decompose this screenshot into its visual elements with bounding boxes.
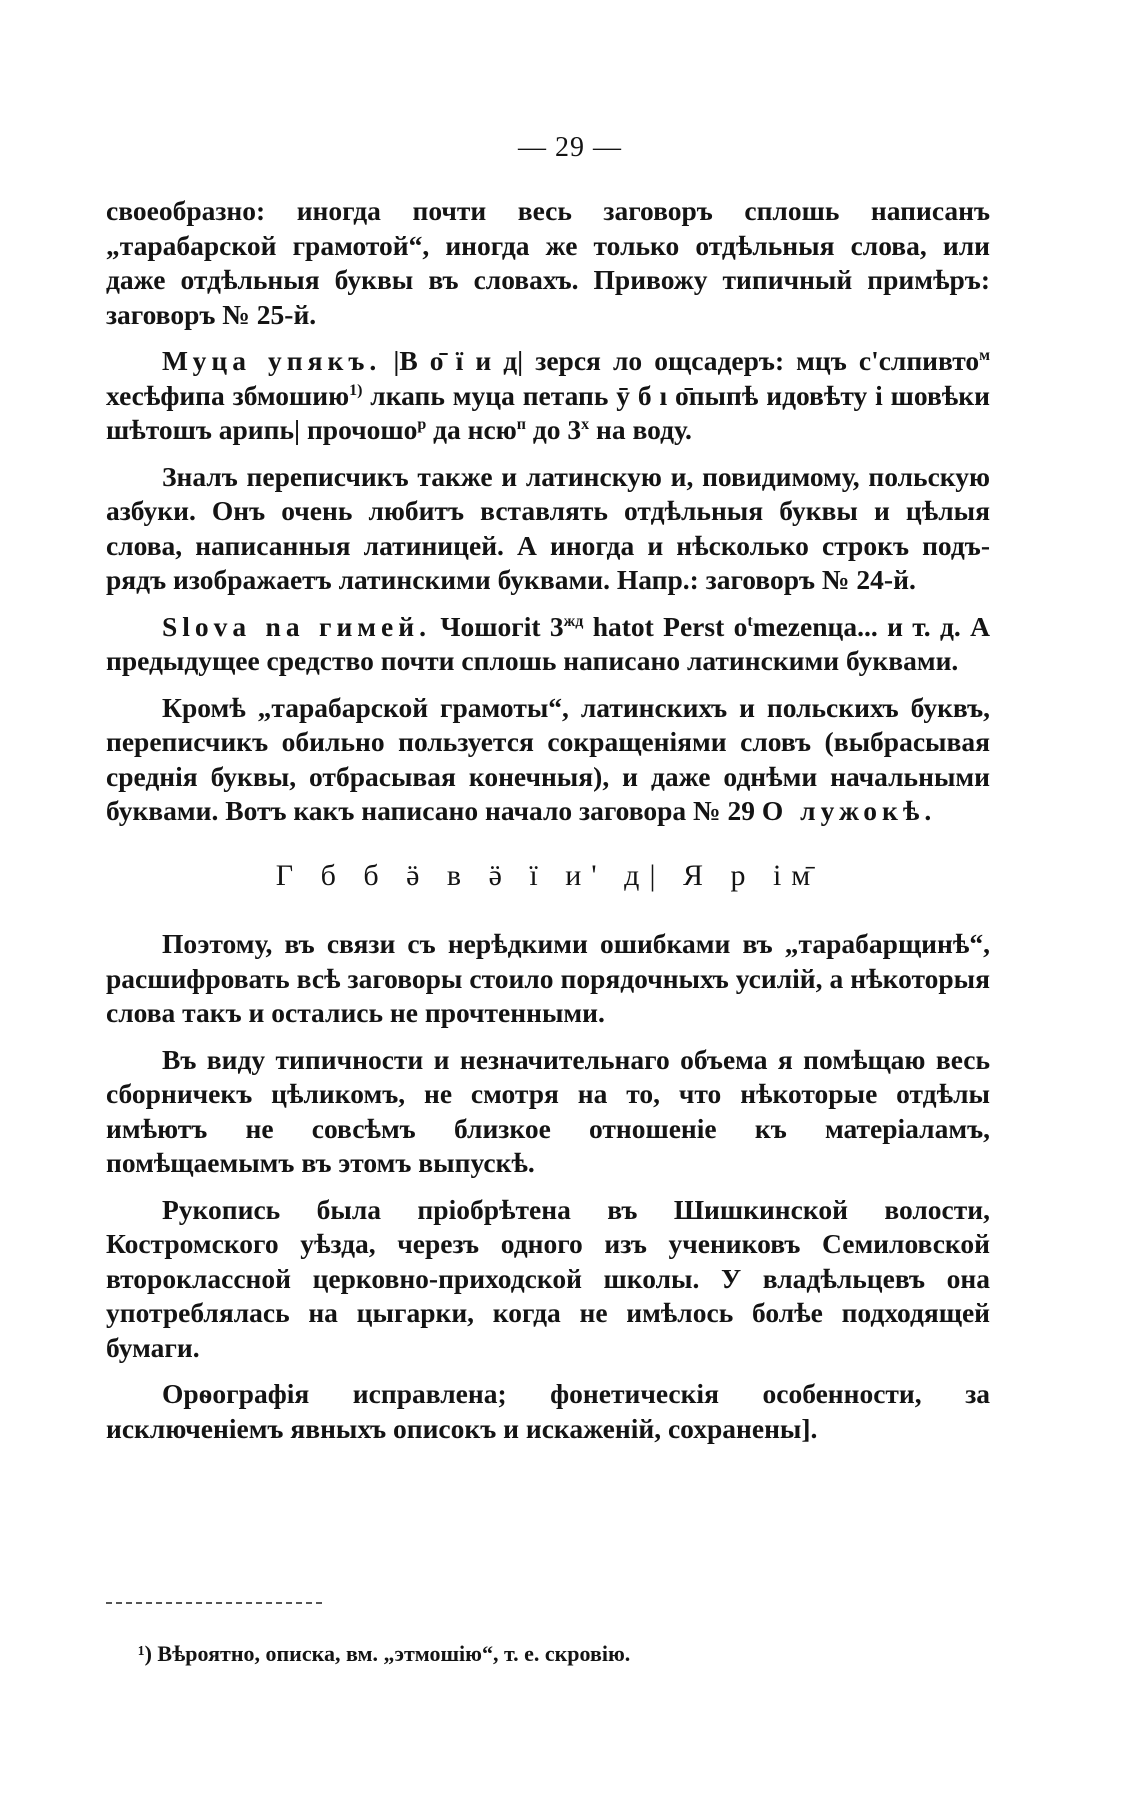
paragraph: Орѳографія исправлена; фонетическія особенности, за исключеніемъ явныхъ описокъ и искаженій, сохранены].	[106, 1378, 990, 1444]
paragraph: Кромѣ „тарабарской грамоты“, латинскихъ и польскихъ буквъ, переписчикъ обильно пользуется сокращеніями словъ (выбрасывая среднія буквы, отбрасывая конечныя), и даже однѣми начальными буквами. Вотъ какъ написано начало заговора № 29 О лужокѣ.	[106, 691, 990, 826]
page-number: — 29 —	[518, 132, 622, 163]
sample-conjuration-24: Slova na гимей. Чошогit $3^{жд}$ hatot Perst $o^tmezenцa$... и т. д. А предыдущее средство почти сплошь написано латинскими буквами.	[106, 610, 990, 676]
paragraph: Въ виду типичности и незначительнаго объема я помѣщаю весь сборничекъ цѣликомъ, не смотря на то, что нѣкоторые отдѣлы имѣютъ не совсѣмъ близкое отношеніе къ матеріаламъ, помѣщаемымъ въ этомъ выпускѣ.	[106, 1043, 990, 1178]
sample-title: Slova na гимей.	[162, 610, 431, 642]
footnote: ¹) Вѣроятно, описка, вм. „этмошію“, т. е. скровію.	[138, 1641, 631, 1666]
paragraph: Поэтому, въ связи съ нерѣдкими ошибками въ „тарабарщинѣ“, расшифровать всѣ заговоры стоило порядочныхъ усилій, а нѣкоторыя слова такъ и остались не прочтенными.	[106, 928, 990, 1028]
text-column	[106, 194, 990, 1458]
paragraph: Зналъ переписчикъ также и латинскую и, повидимому, польскую азбуки. Онъ очень любитъ вставлять отдѣльныя буквы и цѣлыя слова, написанныя латиницей. А иногда и нѣсколько строкъ подъ-рядъ изображаетъ латинскими буквами. Напр.: заговоръ № 24-й.	[106, 460, 990, 595]
abbreviated-formula: Г б б ӛ в ӛ ї и' д| Я р ім̄	[275, 858, 821, 892]
paragraph: Рукопись была пріобрѣтена въ Шишкинской волости, Костромского уѣзда, черезъ одного изъ учениковъ Семиловской второклассной церковно-приходской школы. У владѣльцевъ она употреблялась на цыгарки, когда не имѣлось болѣе подходящей бумаги.	[106, 1193, 990, 1363]
conjuration-title: О лужокѣ.	[761, 795, 937, 826]
footnote-reference: 1)	[349, 381, 363, 399]
sample-conjuration-25: Муца упякъ. |В о̄ ї и д| зерся ло ощсадеръ: мцъ с'слпивто$^м$ хесѣфипа збмошию$^{1)}$ лкапь муца петапь ӯ б ı о̄пыпѣ идовѣту і шовѣки шѣтошъ арипь| прочошо$^р$ да нсю$^п$ до $3^х$ на воду.	[106, 345, 990, 445]
footnote-divider	[106, 1602, 322, 1604]
sample-title: Муца упякъ.	[162, 345, 382, 376]
paragraph: своеобразно: иногда почти весь заговоръ сплошь написанъ „тарабарской грамотой“, иногда же только отдѣльныя слова, или даже отдѣльныя буквы въ словахъ. Привожу типичный примѣръ: заговоръ № 25-й.	[106, 195, 990, 330]
